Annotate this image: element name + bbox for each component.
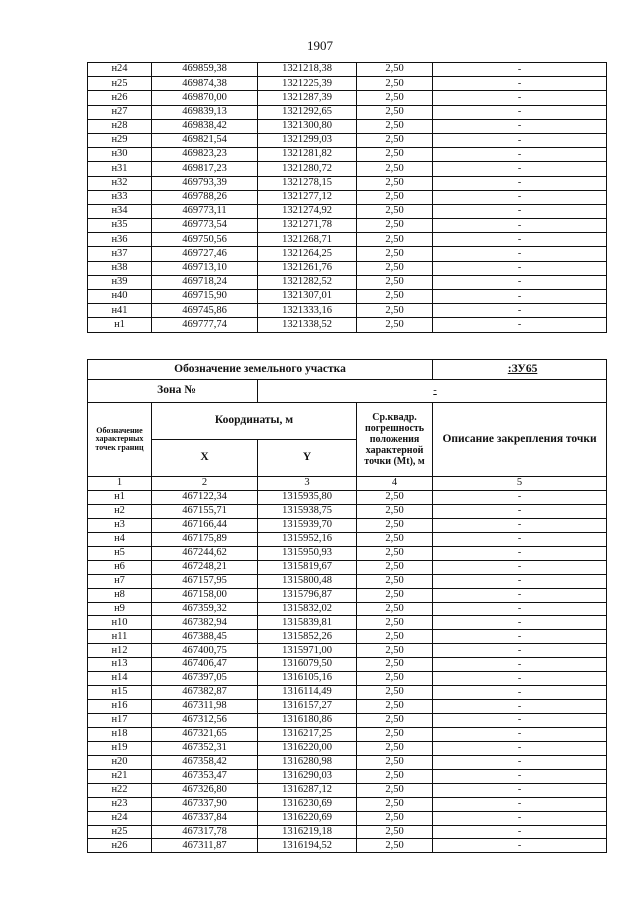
fixing-description: - <box>433 190 607 204</box>
fixing-description: - <box>433 204 607 218</box>
y-coordinate: 1315852,26 <box>258 630 357 644</box>
table-row <box>88 176 607 190</box>
fixing-description: - <box>433 727 607 741</box>
table-row <box>88 190 607 204</box>
y-coordinate: 1316220,00 <box>258 741 357 755</box>
x-coordinate: 467382,87 <box>152 686 258 700</box>
header-fixing-description: Описание закрепления точки <box>433 403 607 477</box>
y-coordinate: 1316230,69 <box>258 797 357 811</box>
point-label: н1 <box>88 491 152 505</box>
header-coordinates: Координаты, м <box>152 403 357 440</box>
y-coordinate: 1315796,87 <box>258 588 357 602</box>
accuracy-value: 2,50 <box>357 532 433 546</box>
y-coordinate: 1321278,15 <box>258 176 357 190</box>
table-row <box>88 811 607 825</box>
fixing-description: - <box>433 574 607 588</box>
accuracy-value: 2,50 <box>357 672 433 686</box>
x-coordinate: 467397,05 <box>152 672 258 686</box>
table-row <box>88 304 607 318</box>
point-label: н14 <box>88 672 152 686</box>
y-coordinate: 1316217,25 <box>258 727 357 741</box>
accuracy-value: 2,50 <box>357 247 433 261</box>
point-label: н27 <box>88 105 152 119</box>
fixing-description: - <box>433 290 607 304</box>
zone-number-value <box>258 380 607 403</box>
x-coordinate: 467353,47 <box>152 769 258 783</box>
accuracy-value: 2,50 <box>357 176 433 190</box>
table-row <box>88 574 607 588</box>
header-x: X <box>152 440 258 477</box>
x-coordinate: 469788,26 <box>152 190 258 204</box>
table-row <box>88 204 607 218</box>
y-coordinate: 1316157,27 <box>258 700 357 714</box>
point-label: н9 <box>88 602 152 616</box>
x-coordinate: 467359,32 <box>152 602 258 616</box>
header-point-designation: Обозначение характерных точек границ <box>88 403 152 477</box>
y-coordinate: 1321274,92 <box>258 204 357 218</box>
y-coordinate: 1321281,82 <box>258 148 357 162</box>
accuracy-value: 2,50 <box>357 630 433 644</box>
table-row <box>88 105 607 119</box>
fixing-description: - <box>433 825 607 839</box>
table-row <box>88 532 607 546</box>
fixing-description: - <box>433 304 607 318</box>
point-label: н24 <box>88 63 152 77</box>
x-coordinate: 469823,23 <box>152 148 258 162</box>
table-row <box>88 769 607 783</box>
fixing-description: - <box>433 644 607 658</box>
y-coordinate: 1321268,71 <box>258 233 357 247</box>
table-row <box>88 63 607 77</box>
point-label: н21 <box>88 769 152 783</box>
x-coordinate: 467157,95 <box>152 574 258 588</box>
fixing-description: - <box>433 658 607 672</box>
fixing-description: - <box>433 672 607 686</box>
plot-designation-row <box>88 360 607 380</box>
table-row <box>88 119 607 133</box>
fixing-description: - <box>433 148 607 162</box>
y-coordinate: 1321333,16 <box>258 304 357 318</box>
y-coordinate: 1316290,03 <box>258 769 357 783</box>
y-coordinate: 1316194,52 <box>258 839 357 853</box>
point-label: н19 <box>88 741 152 755</box>
x-coordinate: 467400,75 <box>152 644 258 658</box>
accuracy-value: 2,50 <box>357 162 433 176</box>
y-coordinate: 1316180,86 <box>258 714 357 728</box>
point-label: н6 <box>88 560 152 574</box>
x-coordinate: 469713,10 <box>152 261 258 275</box>
x-coordinate: 469773,11 <box>152 204 258 218</box>
accuracy-value: 2,50 <box>357 204 433 218</box>
fixing-description: - <box>433 491 607 505</box>
point-label: н12 <box>88 644 152 658</box>
accuracy-value: 2,50 <box>357 769 433 783</box>
fixing-description: - <box>433 616 607 630</box>
fixing-description: - <box>433 755 607 769</box>
column-number-3: 3 <box>258 477 357 491</box>
plot-designation-value <box>433 360 607 380</box>
table-row <box>88 275 607 289</box>
x-coordinate: 467326,80 <box>152 783 258 797</box>
table-row <box>88 77 607 91</box>
coordinates-table-continued <box>87 62 607 333</box>
point-label: н3 <box>88 518 152 532</box>
column-number-4: 4 <box>357 477 433 491</box>
x-coordinate: 469750,56 <box>152 233 258 247</box>
accuracy-value: 2,50 <box>357 318 433 332</box>
y-coordinate: 1321280,72 <box>258 162 357 176</box>
table-row <box>88 133 607 147</box>
fixing-description: - <box>433 318 607 332</box>
fixing-description: - <box>433 686 607 700</box>
table-row <box>88 700 607 714</box>
y-coordinate: 1316280,98 <box>258 755 357 769</box>
accuracy-value: 2,50 <box>357 560 433 574</box>
fixing-description: - <box>433 77 607 91</box>
x-coordinate: 467317,78 <box>152 825 258 839</box>
table-row <box>88 162 607 176</box>
zone-number-label: Зона № <box>88 380 258 403</box>
fixing-description: - <box>433 714 607 728</box>
x-coordinate: 467321,65 <box>152 727 258 741</box>
table-row <box>88 148 607 162</box>
point-label: н37 <box>88 247 152 261</box>
table-row <box>88 588 607 602</box>
table-row <box>88 616 607 630</box>
x-coordinate: 467312,56 <box>152 714 258 728</box>
y-coordinate: 1321307,01 <box>258 290 357 304</box>
y-coordinate: 1315938,75 <box>258 504 357 518</box>
x-coordinate: 467158,00 <box>152 588 258 602</box>
table-row <box>88 839 607 853</box>
fixing-description: - <box>433 504 607 518</box>
accuracy-value: 2,50 <box>357 741 433 755</box>
y-coordinate: 1315800,48 <box>258 574 357 588</box>
x-coordinate: 467311,87 <box>152 839 258 853</box>
y-coordinate: 1321287,39 <box>258 91 357 105</box>
x-coordinate: 467175,89 <box>152 532 258 546</box>
fixing-description: - <box>433 783 607 797</box>
table-row <box>88 672 607 686</box>
accuracy-value: 2,50 <box>357 233 433 247</box>
coordinates-table-zu65 <box>87 359 607 853</box>
y-coordinate: 1316220,69 <box>258 811 357 825</box>
accuracy-value: 2,50 <box>357 825 433 839</box>
y-coordinate: 1315832,02 <box>258 602 357 616</box>
point-label: н32 <box>88 176 152 190</box>
fixing-description: - <box>433 261 607 275</box>
x-coordinate: 467244,62 <box>152 546 258 560</box>
table-row <box>88 797 607 811</box>
accuracy-value: 2,50 <box>357 190 433 204</box>
column-number-1: 1 <box>88 477 152 491</box>
table-row <box>88 247 607 261</box>
point-label: н25 <box>88 825 152 839</box>
point-label: н35 <box>88 219 152 233</box>
table-row <box>88 219 607 233</box>
header-y: Y <box>258 440 357 477</box>
y-coordinate: 1321264,25 <box>258 247 357 261</box>
point-label: н26 <box>88 91 152 105</box>
table-row <box>88 491 607 505</box>
table-row <box>88 783 607 797</box>
accuracy-value: 2,50 <box>357 275 433 289</box>
accuracy-value: 2,50 <box>357 727 433 741</box>
accuracy-value: 2,50 <box>357 491 433 505</box>
y-coordinate: 1321300,80 <box>258 119 357 133</box>
x-coordinate: 467406,47 <box>152 658 258 672</box>
table-row <box>88 755 607 769</box>
accuracy-value: 2,50 <box>357 504 433 518</box>
fixing-description: - <box>433 176 607 190</box>
fixing-description: - <box>433 560 607 574</box>
point-label: н1 <box>88 318 152 332</box>
point-label: н34 <box>88 204 152 218</box>
accuracy-value: 2,50 <box>357 518 433 532</box>
y-coordinate: 1315950,93 <box>258 546 357 560</box>
fixing-description: - <box>433 119 607 133</box>
point-label: н39 <box>88 275 152 289</box>
point-label: н8 <box>88 588 152 602</box>
accuracy-value: 2,50 <box>357 261 433 275</box>
point-label: н25 <box>88 77 152 91</box>
x-coordinate: 469777,74 <box>152 318 258 332</box>
accuracy-value: 2,50 <box>357 714 433 728</box>
fixing-description: - <box>433 162 607 176</box>
accuracy-value: 2,50 <box>357 839 433 853</box>
accuracy-value: 2,50 <box>357 686 433 700</box>
point-label: н29 <box>88 133 152 147</box>
accuracy-value: 2,50 <box>357 783 433 797</box>
page-number: 1907 <box>307 38 333 53</box>
y-coordinate: 1315935,80 <box>258 491 357 505</box>
y-coordinate: 1315952,16 <box>258 532 357 546</box>
point-label: н28 <box>88 119 152 133</box>
x-coordinate: 467358,42 <box>152 755 258 769</box>
zone-number-value-text: - <box>433 384 437 396</box>
accuracy-value: 2,50 <box>357 797 433 811</box>
y-coordinate: 1316114,49 <box>258 686 357 700</box>
y-coordinate: 1315819,67 <box>258 560 357 574</box>
table-row <box>88 825 607 839</box>
table-row <box>88 560 607 574</box>
table-row <box>88 504 607 518</box>
fixing-description: - <box>433 91 607 105</box>
accuracy-value: 2,50 <box>357 219 433 233</box>
accuracy-value: 2,50 <box>357 91 433 105</box>
accuracy-value: 2,50 <box>357 588 433 602</box>
table-row <box>88 290 607 304</box>
y-coordinate: 1321277,12 <box>258 190 357 204</box>
table-row <box>88 658 607 672</box>
x-coordinate: 467388,45 <box>152 630 258 644</box>
x-coordinate: 469773,54 <box>152 219 258 233</box>
x-coordinate: 467352,31 <box>152 741 258 755</box>
table-row <box>88 686 607 700</box>
y-coordinate: 1315839,81 <box>258 616 357 630</box>
column-number-5: 5 <box>433 477 607 491</box>
fixing-description: - <box>433 133 607 147</box>
point-label: н7 <box>88 574 152 588</box>
column-number-2: 2 <box>152 477 258 491</box>
point-label: н23 <box>88 797 152 811</box>
x-coordinate: 467337,90 <box>152 797 258 811</box>
y-coordinate: 1321218,38 <box>258 63 357 77</box>
header-row-1 <box>88 403 607 440</box>
x-coordinate: 469874,38 <box>152 77 258 91</box>
zone-number-row <box>88 380 607 403</box>
x-coordinate: 469839,13 <box>152 105 258 119</box>
point-label: н13 <box>88 658 152 672</box>
point-label: н18 <box>88 727 152 741</box>
y-coordinate: 1316105,16 <box>258 672 357 686</box>
x-coordinate: 469838,42 <box>152 119 258 133</box>
x-coordinate: 469718,24 <box>152 275 258 289</box>
coordinates-table-continued-body <box>88 63 607 333</box>
fixing-description: - <box>433 532 607 546</box>
fixing-description: - <box>433 630 607 644</box>
fixing-description: - <box>433 741 607 755</box>
header-accuracy: Ср.квадр. погрешность положения характерной точки (Mt), м <box>357 403 433 477</box>
point-label: н36 <box>88 233 152 247</box>
point-label: н4 <box>88 532 152 546</box>
fixing-description: - <box>433 811 607 825</box>
x-coordinate: 467122,34 <box>152 491 258 505</box>
accuracy-value: 2,50 <box>357 602 433 616</box>
accuracy-value: 2,50 <box>357 700 433 714</box>
x-coordinate: 469817,23 <box>152 162 258 176</box>
point-label: н15 <box>88 686 152 700</box>
point-label: н33 <box>88 190 152 204</box>
y-coordinate: 1321282,52 <box>258 275 357 289</box>
x-coordinate: 469793,39 <box>152 176 258 190</box>
table-row <box>88 233 607 247</box>
y-coordinate: 1316079,50 <box>258 658 357 672</box>
fixing-description: - <box>433 63 607 77</box>
point-label: н16 <box>88 700 152 714</box>
y-coordinate: 1315939,70 <box>258 518 357 532</box>
accuracy-value: 2,50 <box>357 755 433 769</box>
table-row <box>88 630 607 644</box>
point-label: н41 <box>88 304 152 318</box>
x-coordinate: 469870,00 <box>152 91 258 105</box>
table-row <box>88 741 607 755</box>
x-coordinate: 469859,38 <box>152 63 258 77</box>
accuracy-value: 2,50 <box>357 148 433 162</box>
fixing-description: - <box>433 602 607 616</box>
fixing-description: - <box>433 275 607 289</box>
point-label: н40 <box>88 290 152 304</box>
point-label: н38 <box>88 261 152 275</box>
table-row <box>88 602 607 616</box>
point-label: н22 <box>88 783 152 797</box>
fixing-description: - <box>433 588 607 602</box>
accuracy-value: 2,50 <box>357 546 433 560</box>
point-label: н11 <box>88 630 152 644</box>
accuracy-value: 2,50 <box>357 658 433 672</box>
point-label: н24 <box>88 811 152 825</box>
point-label: н31 <box>88 162 152 176</box>
point-label: н30 <box>88 148 152 162</box>
fixing-description: - <box>433 700 607 714</box>
accuracy-value: 2,50 <box>357 77 433 91</box>
point-label: н20 <box>88 755 152 769</box>
accuracy-value: 2,50 <box>357 811 433 825</box>
x-coordinate: 469821,54 <box>152 133 258 147</box>
y-coordinate: 1321225,39 <box>258 77 357 91</box>
y-coordinate: 1316219,18 <box>258 825 357 839</box>
plot-designation-value-text: :ЗУ65 <box>507 362 538 375</box>
x-coordinate: 467311,98 <box>152 700 258 714</box>
accuracy-value: 2,50 <box>357 616 433 630</box>
x-coordinate: 467155,71 <box>152 504 258 518</box>
table-row <box>88 518 607 532</box>
table-row <box>88 714 607 728</box>
accuracy-value: 2,50 <box>357 574 433 588</box>
table-row <box>88 644 607 658</box>
fixing-description: - <box>433 797 607 811</box>
fixing-description: - <box>433 839 607 853</box>
fixing-description: - <box>433 769 607 783</box>
fixing-description: - <box>433 546 607 560</box>
accuracy-value: 2,50 <box>357 63 433 77</box>
y-coordinate: 1321299,03 <box>258 133 357 147</box>
x-coordinate: 467382,94 <box>152 616 258 630</box>
fixing-description: - <box>433 105 607 119</box>
fixing-description: - <box>433 247 607 261</box>
point-label: н2 <box>88 504 152 518</box>
y-coordinate: 1321338,52 <box>258 318 357 332</box>
x-coordinate: 467166,44 <box>152 518 258 532</box>
point-label: н17 <box>88 714 152 728</box>
x-coordinate: 467337,84 <box>152 811 258 825</box>
table-row <box>88 91 607 105</box>
accuracy-value: 2,50 <box>357 304 433 318</box>
table-row <box>88 546 607 560</box>
fixing-description: - <box>433 233 607 247</box>
accuracy-value: 2,50 <box>357 105 433 119</box>
point-label: н5 <box>88 546 152 560</box>
accuracy-value: 2,50 <box>357 119 433 133</box>
y-coordinate: 1316287,12 <box>258 783 357 797</box>
y-coordinate: 1315971,00 <box>258 644 357 658</box>
table-row <box>88 727 607 741</box>
table-row <box>88 318 607 332</box>
fixing-description: - <box>433 518 607 532</box>
accuracy-value: 2,50 <box>357 133 433 147</box>
accuracy-value: 2,50 <box>357 644 433 658</box>
x-coordinate: 469715,90 <box>152 290 258 304</box>
y-coordinate: 1321261,76 <box>258 261 357 275</box>
x-coordinate: 469727,46 <box>152 247 258 261</box>
fixing-description: - <box>433 219 607 233</box>
x-coordinate: 467248,21 <box>152 560 258 574</box>
point-label: н10 <box>88 616 152 630</box>
x-coordinate: 469745,86 <box>152 304 258 318</box>
plot-designation-label: Обозначение земельного участка <box>88 360 433 380</box>
point-label: н26 <box>88 839 152 853</box>
column-numbers-row <box>88 477 607 491</box>
y-coordinate: 1321271,78 <box>258 219 357 233</box>
y-coordinate: 1321292,65 <box>258 105 357 119</box>
accuracy-value: 2,50 <box>357 290 433 304</box>
table-row <box>88 261 607 275</box>
